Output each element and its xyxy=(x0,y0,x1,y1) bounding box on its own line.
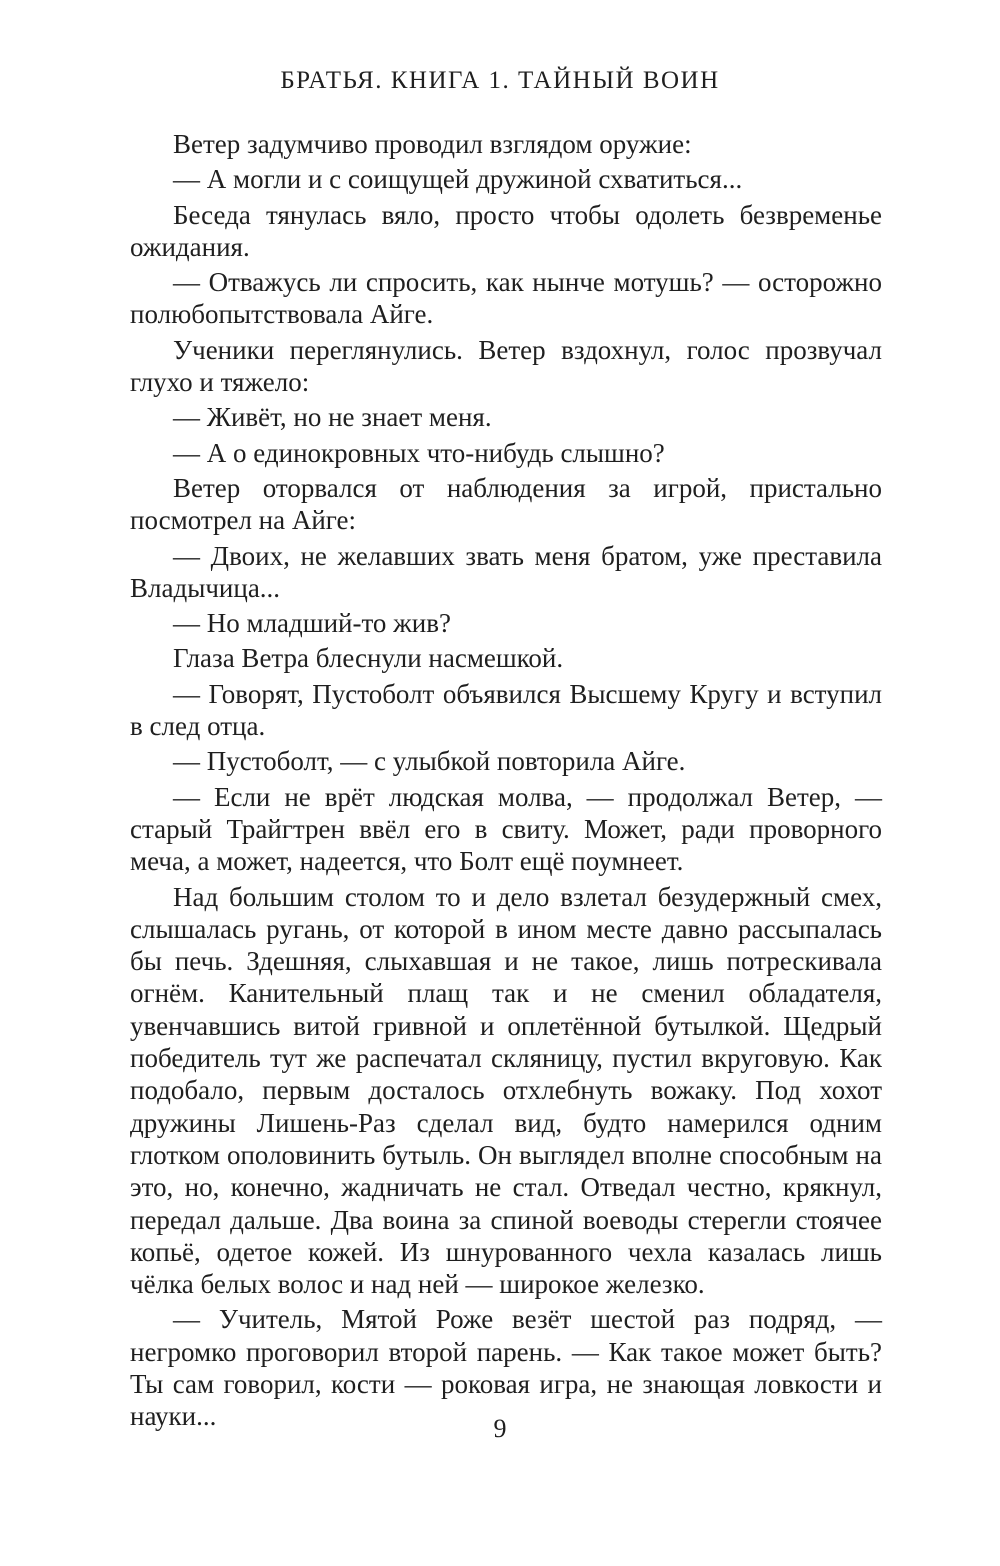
paragraph: Беседа тянулась вяло, просто чтобы одолеть безвременье ожидания. xyxy=(130,199,882,262)
paragraph: — Живёт, но не знает меня. xyxy=(173,402,492,433)
body-text xyxy=(130,128,882,1436)
paragraph: — Отважусь ли спросить, как нынче мотушь? — осторожно полюбопытствовала Айге. xyxy=(130,267,882,330)
page-number: 9 xyxy=(493,1414,507,1443)
running-head: БРАТЬЯ. КНИГА 1. ТАЙНЫЙ ВОИН xyxy=(280,67,720,94)
paragraph: Над большим столом то и дело взлетал безудержный смех, слышалась ругань, от которой в ином месте давно рассыпалась бы печь. Здешняя, слыхавшая и не такое, лишь потрескивала огнём. Канительный плащ так и не сменил обладателя, увенчавшись витой гривной и оплетённой бутылкой. Щедрый победитель тут же распечатал скляницу, пустил вкруговую. Как подобало, первым досталось отхлебнуть вожаку. Под хохот дружины Лишень-Раз сделал вид, будто намерился одним глотком ополовинить бутыль. Он выглядел вполне способным на это, но, конечно, жадничать не стал. Отведал честно, крякнул, передал дальше. Два воина за спиной воеводы стерегли стоячее копьё, одетое кожей. Из шнурованного чехла казалась лишь чёлка белых волос и над ней — широкое железко. xyxy=(130,881,882,1300)
paragraph: — Пустоболт, — с улыбкой повторила Айге. xyxy=(173,746,686,777)
paragraph: Ученики переглянулись. Ветер вздохнул, голос прозвучал глухо и тяжело: xyxy=(130,334,882,398)
paragraph: — А могли и с соищущей дружиной схватиться... xyxy=(173,164,743,195)
paragraph: — Говорят, Пустоболт объявился Высшему Кругу и вступил в след отца. xyxy=(130,678,882,742)
paragraph: — Если не врёт людская молва, — продолжал Ветер, — старый Трайгтрен ввёл его в свиту. Может, ради проворного меча, а может, надеется, что Болт ещё поумнеет. xyxy=(130,781,882,877)
paragraph: Глаза Ветра блеснули насмешкой. xyxy=(173,643,564,674)
paragraph: Ветер оторвался от наблюдения за игрой, пристально посмотрел на Айге: xyxy=(130,472,882,536)
paragraph: — Но младший-то жив? xyxy=(173,608,451,639)
paragraph: Ветер задумчиво проводил взглядом оружие: xyxy=(173,129,692,159)
paragraph: — Учитель, Мятой Роже везёт шестой раз подряд, — негромко проговорил второй парень. — Как такое может быть? Ты сам говорил, кости — роковая игра, не знающая ловкости и науки... xyxy=(130,1304,882,1432)
paragraph: — А о единокровных что-нибудь слышно? xyxy=(173,437,665,468)
paragraph: — Двоих, не желавших звать меня братом, уже преставила Владычица... xyxy=(130,540,882,603)
